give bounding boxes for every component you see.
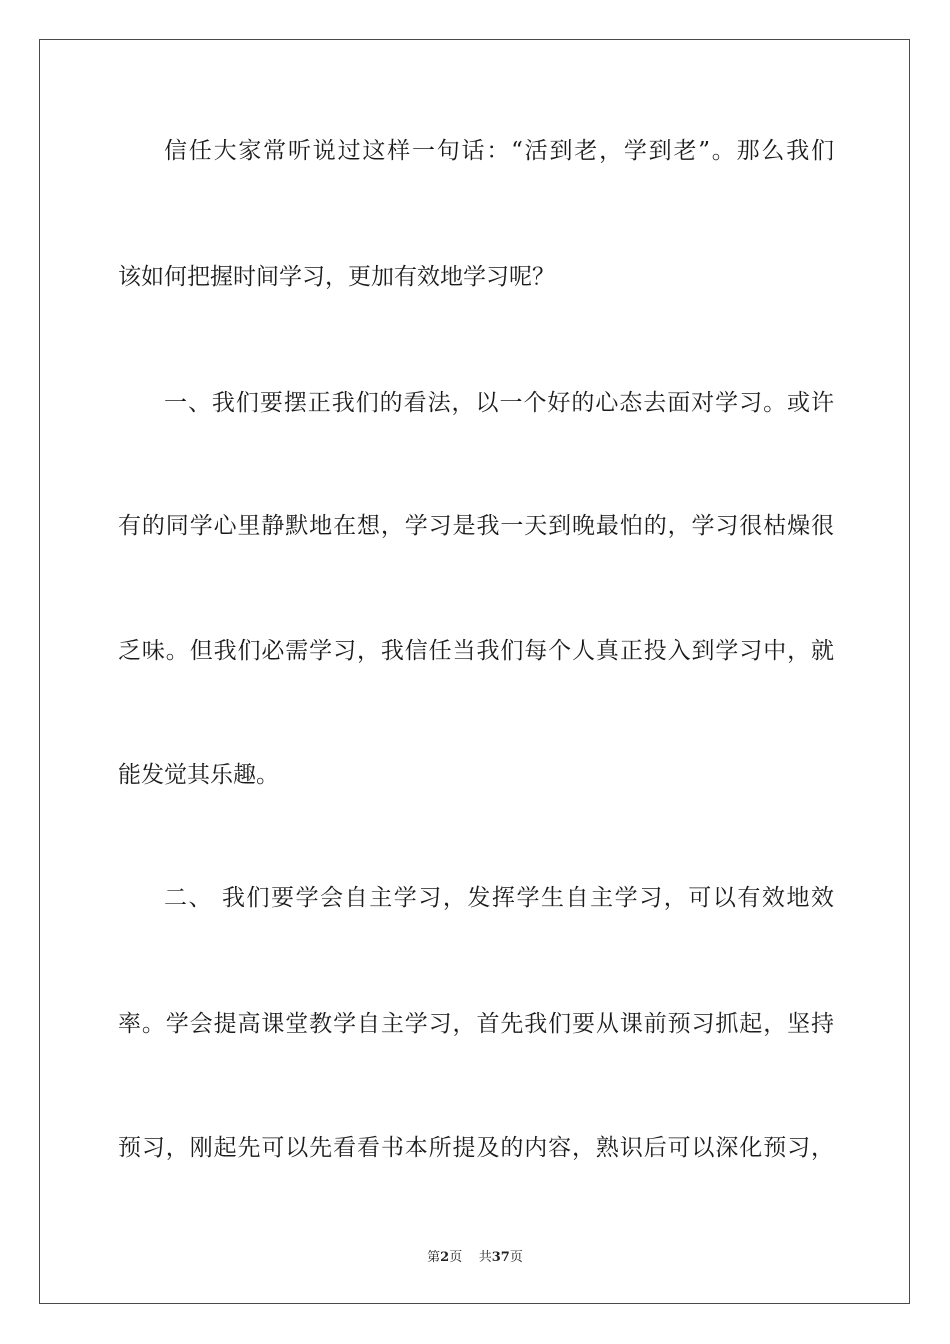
paragraph-2-line-3: 乏味。但我们必需学习，我信任当我们每个人真正投入到学习中，就	[118, 638, 834, 664]
paragraph-2-line-4: 能发觉其乐趣。	[118, 762, 279, 788]
paragraph-3-line-2: 率。学会提高课堂教学自主学习，首先我们要从课前预习抓起，坚持	[118, 1011, 834, 1037]
paragraph-1-line-1: 信任大家常听说过这样一句话：“活到老，学到老”。那么我们	[164, 138, 834, 164]
footer-total-suffix: 页	[509, 1250, 523, 1265]
footer-total-pages: 37	[491, 1250, 510, 1265]
footer-page-prefix: 第	[427, 1250, 441, 1265]
footer-page-number: 2	[440, 1250, 450, 1265]
page-border	[39, 39, 910, 1304]
page-footer	[0, 1246, 950, 1265]
footer-page-suffix: 页	[449, 1250, 463, 1265]
footer-total-prefix: 共	[478, 1250, 492, 1265]
paragraph-2-line-2: 有的同学心里静默地在想，学习是我一天到晚最怕的，学习很枯燥很	[118, 513, 834, 539]
paragraph-3-line-3: 预习，刚起先可以先看看书本所提及的内容，熟识后可以深化预习，	[118, 1135, 834, 1161]
paragraph-3-line-1: 二、 我们要学会自主学习，发挥学生自主学习，可以有效地效	[164, 885, 834, 911]
paragraph-1-line-2: 该如何把握时间学习，更加有效地学习呢？	[118, 264, 555, 290]
paragraph-2-line-1: 一、我们要摆正我们的看法，以一个好的心态去面对学习。或许	[164, 390, 834, 416]
